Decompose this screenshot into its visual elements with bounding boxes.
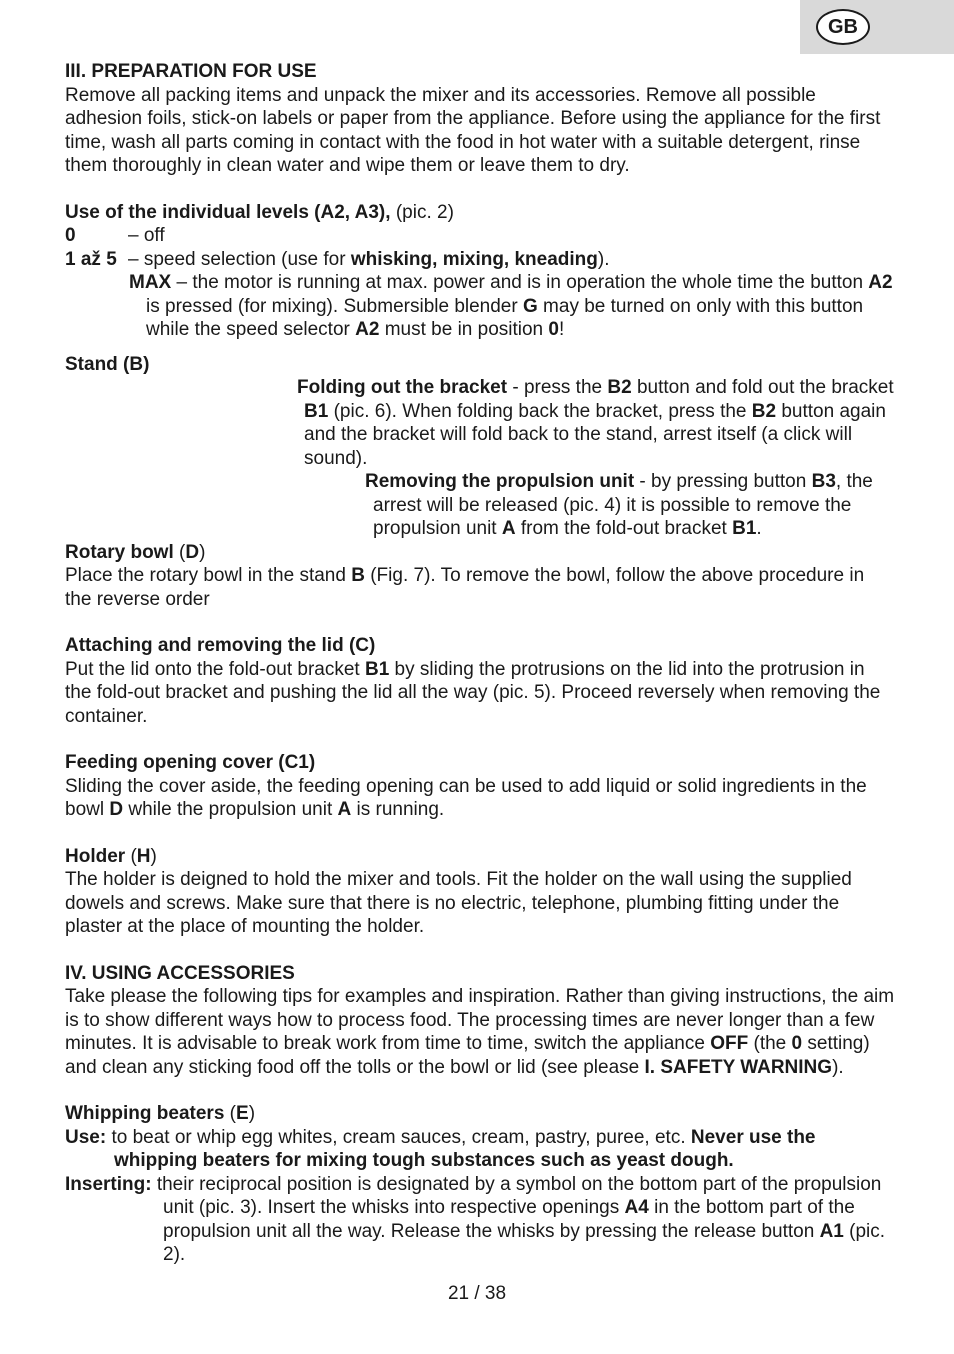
stand-fold-out: Folding out the bracket - press the B2 button and fold out the bracket B1 (pic. 6). When folding back the bracket, press the B2 button again and the bracket will fold back to the stand, arrest itself (a click will sound).	[297, 377, 894, 469]
lid-text: Put the lid onto the fold-out bracket B1 by sliding the protrusions on the lid into the protrusion in the fold-out bracket and pushing the lid all the way (pic. 5). Proceed reversely when removing the container.	[65, 658, 881, 727]
language-tab	[800, 0, 954, 54]
page-number: 21 / 38	[447, 1283, 507, 1304]
beaters-inserting: Inserting: their reciprocal position is designated by a symbol on the bottom part of the propulsion unit (pic. 3). Insert the whisks into respective openings A4 in the bottom part of the propulsion unit all the way. Release the whisks by pressing the release button A1 (pic. 2).	[65, 1173, 886, 1265]
feed-title: Feeding opening cover (C1)	[65, 752, 316, 773]
stand-title: Stand (B)	[65, 353, 150, 375]
level-1-5-row: 1 až 5 – speed selection (use for whisking, mixing, kneading).	[65, 248, 610, 270]
section-3-intro: Remove all packing items and unpack the mixer and its accessories. Remove all possible adhesion foils, stick-on labels or paper from the appliance. Before using the appliance for the first time, wash all parts coming in contact with the food in hot water with a suitable detergent, rinse them thoroughly in clean water and wipe them or leave them to dry.	[65, 84, 881, 176]
beaters-use: Use: to beat or whip egg whites, cream sauces, cream, pastry, puree, etc. Never use the whipping beaters for mixing tough substances such as yeast dough.	[65, 1126, 816, 1171]
section-3-title: III. PREPARATION FOR USE	[65, 61, 317, 82]
section-4-text: Take please the following tips for examples and inspiration. Rather than giving instructions, the aim is to show different ways how to process food. The processing times are never longer than a few minutes. It is advisable to break work from time to time, switch the appliance OFF (the 0 setting) and clean any sticking food off the tolls or the bowl or lid (see please I. SAFETY WARNING).	[65, 986, 895, 1078]
level-max-row: MAX – the motor is running at max. power and is in operation the whole time the button A2 is pressed (for mixing). Submersible blender G may be turned on only with this button while the speed selector A2 must be in position 0!	[129, 272, 893, 340]
holder-title: Holder (H)	[65, 845, 157, 867]
feed-text: Sliding the cover aside, the feeding opening can be used to add liquid or solid ingredients in the bowl D while the propulsion unit A is running.	[65, 775, 867, 820]
bowl-text: Place the rotary bowl in the stand B (Fig. 7). To remove the bowl, follow the above procedure in the reverse order	[65, 565, 865, 610]
bowl-title: Rotary bowl (D)	[65, 541, 206, 563]
stand-remove-unit: Removing the propulsion unit - by pressing button B3, the arrest will be released (pic. 4) it is possible to remove the propulsion unit A from the fold-out bracket B1.	[365, 471, 873, 539]
language-badge: GB	[816, 9, 870, 45]
section-4-title: IV. USING ACCESSORIES	[65, 962, 295, 984]
holder-text: The holder is deigned to hold the mixer and tools. Fit the holder on the wall using the supplied dowels and screws. Make sure that there is no electric, telephone, plumbing fitting under the plaster at the place of mounting the holder.	[65, 869, 852, 937]
beaters-title: Whipping beaters (E)	[65, 1103, 256, 1124]
manual-page-content	[65, 60, 895, 1267]
lid-title: Attaching and removing the lid (C)	[65, 635, 376, 656]
levels-heading: Use of the individual levels (A2, A3), (pic. 2)	[65, 201, 454, 223]
level-0-row: 0 – off	[65, 225, 165, 246]
